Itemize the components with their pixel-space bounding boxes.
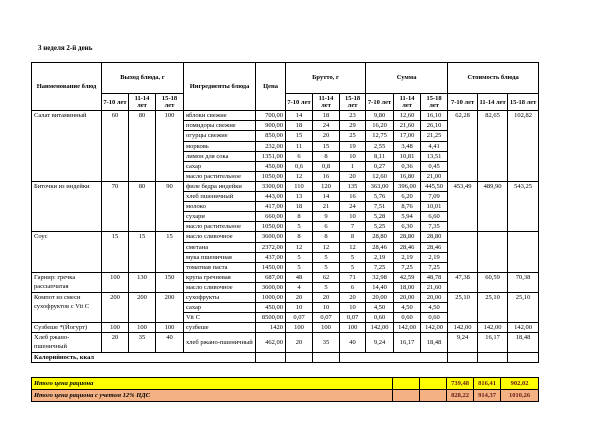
totals-label: Итого цена рациона bbox=[32, 377, 393, 389]
brutto-15-18: 16 bbox=[340, 192, 366, 202]
ingredient-name: яблоки свежие bbox=[184, 111, 256, 121]
cost-value bbox=[448, 232, 478, 272]
price-value: 3300,00 bbox=[256, 181, 286, 191]
summa-15-18: 48,78 bbox=[421, 272, 448, 282]
brutto-7-10: 14 bbox=[286, 111, 313, 121]
summa-15-18: 7,35 bbox=[421, 222, 448, 232]
price-value: 1351,00 bbox=[256, 151, 286, 161]
age-group-header: 7-10 лет bbox=[286, 94, 313, 111]
calories-empty-cell bbox=[340, 352, 448, 362]
vyhod-value: 200 bbox=[129, 292, 156, 322]
ingredient-name: хлеб пшеничный bbox=[184, 192, 256, 202]
summa-7-10: 5,25 bbox=[366, 222, 394, 232]
vyhod-value: 40 bbox=[156, 333, 184, 352]
ingredient-name: лимон для сока bbox=[184, 151, 256, 161]
summa-11-14: 7,25 bbox=[394, 262, 421, 272]
total-value: 914,37 bbox=[474, 389, 501, 401]
price-value: 443,00 bbox=[256, 192, 286, 202]
totals-empty-cell bbox=[420, 389, 447, 401]
summa-7-10: 4,50 bbox=[366, 303, 394, 313]
brutto-7-10: 13 bbox=[286, 192, 313, 202]
brutto-11-14: 9 bbox=[313, 212, 340, 222]
ingredient-name: масло сливочное bbox=[184, 232, 256, 242]
brutto-15-18: 20 bbox=[340, 171, 366, 181]
age-group-header: 11-14 лет bbox=[394, 94, 421, 111]
ingredient-name: мука пшеничная bbox=[184, 252, 256, 262]
col-header-vyhod: Выход блюда, г bbox=[102, 63, 184, 94]
brutto-15-18: 0,07 bbox=[340, 313, 366, 323]
price-value: 462,00 bbox=[256, 333, 286, 352]
price-value: 450,00 bbox=[256, 303, 286, 313]
summa-15-18: 21,60 bbox=[421, 282, 448, 292]
cost-value bbox=[508, 232, 539, 272]
price-value: 1420 bbox=[256, 323, 286, 333]
brutto-7-10: 20 bbox=[286, 333, 313, 352]
brutto-11-14: 20 bbox=[313, 131, 340, 141]
vyhod-value: 150 bbox=[156, 272, 184, 292]
dish-name: Хлеб ржано-пшеничный bbox=[32, 333, 102, 352]
cost-value: 25,10 bbox=[508, 292, 539, 322]
vyhod-value: 90 bbox=[156, 181, 184, 231]
vyhod-value: 100 bbox=[129, 323, 156, 333]
price-value: 1450,00 bbox=[256, 262, 286, 272]
ingredient-row bbox=[32, 181, 539, 191]
summa-15-18: 20,00 bbox=[421, 292, 448, 302]
price-value: 450,00 bbox=[256, 161, 286, 171]
cost-value: 543,25 bbox=[508, 181, 539, 231]
summa-7-10: 28,46 bbox=[366, 242, 394, 252]
ingredient-row bbox=[32, 272, 539, 282]
brutto-15-18: 5 bbox=[340, 252, 366, 262]
dish-name: Гарнир: гречка рассыпчатая bbox=[32, 272, 102, 292]
calories-empty-cell bbox=[478, 352, 508, 362]
summa-11-14: 6,30 bbox=[394, 222, 421, 232]
summa-11-14: 396,00 bbox=[394, 181, 421, 191]
ingredient-name: крупа гречневая bbox=[184, 272, 256, 282]
age-group-header: 7-10 лет bbox=[366, 94, 394, 111]
totals-label: Итого цена рациона с учетом 12% НДС bbox=[32, 389, 393, 401]
brutto-7-10: 0,07 bbox=[286, 313, 313, 323]
summa-7-10: 28,80 bbox=[366, 232, 394, 242]
brutto-11-14: 18 bbox=[313, 111, 340, 121]
calories-label: Калорийность, ккал bbox=[32, 352, 256, 362]
brutto-11-14: 5 bbox=[313, 262, 340, 272]
summa-7-10: 5,76 bbox=[366, 192, 394, 202]
brutto-11-14: 20 bbox=[313, 292, 340, 302]
brutto-15-18: 135 bbox=[340, 181, 366, 191]
summa-11-14: 0,60 bbox=[394, 313, 421, 323]
brutto-11-14: 10 bbox=[313, 303, 340, 313]
summa-11-14: 6,20 bbox=[394, 192, 421, 202]
cost-value: 25,10 bbox=[448, 292, 478, 322]
col-header-dish: Наименование блюд bbox=[32, 63, 102, 111]
price-value: 850,00 bbox=[256, 131, 286, 141]
col-header-price: Цена bbox=[256, 63, 286, 111]
brutto-7-10: 11 bbox=[286, 141, 313, 151]
price-value: 1050,00 bbox=[256, 222, 286, 232]
tables-wrap bbox=[31, 62, 539, 402]
summa-15-18: 21,00 bbox=[421, 171, 448, 181]
cost-value: 453,49 bbox=[448, 181, 478, 231]
ingredient-name: сухари bbox=[184, 212, 256, 222]
ingredient-name: сахар bbox=[184, 303, 256, 313]
summa-7-10: 363,00 bbox=[366, 181, 394, 191]
brutto-15-18: 10 bbox=[340, 151, 366, 161]
ingredient-name: масло растительное bbox=[184, 171, 256, 181]
brutto-11-14: 120 bbox=[313, 181, 340, 191]
age-group-header: 7-10 лет bbox=[448, 94, 478, 111]
cost-value: 489,90 bbox=[478, 181, 508, 231]
summa-15-18: 142,00 bbox=[421, 323, 448, 333]
summa-11-14: 0,36 bbox=[394, 161, 421, 171]
summa-11-14: 28,80 bbox=[394, 232, 421, 242]
price-value: 3600,00 bbox=[256, 282, 286, 292]
brutto-15-18: 100 bbox=[340, 323, 366, 333]
brutto-11-14: 24 bbox=[313, 121, 340, 131]
brutto-7-10: 5 bbox=[286, 252, 313, 262]
brutto-15-18: 71 bbox=[340, 272, 366, 282]
dish-name: Биточки из индейки bbox=[32, 181, 102, 231]
brutto-11-14: 0,8 bbox=[313, 161, 340, 171]
vyhod-value: 15 bbox=[102, 232, 129, 272]
brutto-11-14: 100 bbox=[313, 323, 340, 333]
age-group-header: 15-18 лет bbox=[156, 94, 184, 111]
ingredient-name: морковь bbox=[184, 141, 256, 151]
brutto-7-10: 18 bbox=[286, 121, 313, 131]
summa-7-10: 9,80 bbox=[366, 111, 394, 121]
brutto-11-14: 8 bbox=[313, 151, 340, 161]
vyhod-value: 15 bbox=[129, 232, 156, 272]
summa-7-10: 5,28 bbox=[366, 212, 394, 222]
summa-7-10: 20,00 bbox=[366, 292, 394, 302]
vyhod-value: 100 bbox=[156, 323, 184, 333]
summa-11-14: 42,59 bbox=[394, 272, 421, 282]
cost-value: 60,59 bbox=[478, 272, 508, 292]
col-header-ingredients: Ингредиенты блюда bbox=[184, 63, 256, 111]
summa-15-18: 0,60 bbox=[421, 313, 448, 323]
brutto-7-10: 48 bbox=[286, 272, 313, 282]
vyhod-value: 15 bbox=[156, 232, 184, 272]
summa-15-18: 0,45 bbox=[421, 161, 448, 171]
cost-value: 142,00 bbox=[448, 323, 478, 333]
brutto-11-14: 12 bbox=[313, 242, 340, 252]
price-value: 1050,00 bbox=[256, 171, 286, 181]
brutto-7-10: 0,6 bbox=[286, 161, 313, 171]
summa-11-14: 16,17 bbox=[394, 333, 421, 352]
vyhod-value: 20 bbox=[102, 333, 129, 352]
age-group-header: 11-14 лет bbox=[313, 94, 340, 111]
summa-7-10: 2,19 bbox=[366, 252, 394, 262]
totals-row bbox=[32, 389, 539, 401]
brutto-7-10: 6 bbox=[286, 151, 313, 161]
brutto-11-14: 62 bbox=[313, 272, 340, 282]
brutto-11-14: 5 bbox=[313, 282, 340, 292]
price-value: 417,00 bbox=[256, 202, 286, 212]
brutto-7-10: 4 bbox=[286, 282, 313, 292]
summa-7-10: 7,25 bbox=[366, 262, 394, 272]
price-value: 900,00 bbox=[256, 121, 286, 131]
summa-11-14: 16,80 bbox=[394, 171, 421, 181]
brutto-7-10: 8 bbox=[286, 212, 313, 222]
brutto-7-10: 10 bbox=[286, 303, 313, 313]
totals-empty-cell bbox=[393, 389, 420, 401]
ingredient-row bbox=[32, 333, 539, 352]
summa-7-10: 12,60 bbox=[366, 171, 394, 181]
col-header-cost: Стоимость блюда bbox=[448, 63, 539, 94]
ingredient-name: сахар bbox=[184, 161, 256, 171]
cost-value: 102,82 bbox=[508, 111, 539, 182]
summa-7-10: 0,27 bbox=[366, 161, 394, 171]
totals-table bbox=[31, 377, 539, 402]
cost-value: 47,38 bbox=[448, 272, 478, 292]
brutto-15-18: 6 bbox=[340, 282, 366, 292]
totals-row bbox=[32, 377, 539, 389]
price-value: 8500,00 bbox=[256, 313, 286, 323]
vyhod-value: 80 bbox=[129, 181, 156, 231]
summa-7-10: 9,24 bbox=[366, 333, 394, 352]
summa-11-14: 28,46 bbox=[394, 242, 421, 252]
summa-11-14: 12,60 bbox=[394, 111, 421, 121]
totals-empty-cell bbox=[420, 377, 447, 389]
ingredient-name: хлеб ржано-пшеничный bbox=[184, 333, 256, 352]
summa-15-18: 7,25 bbox=[421, 262, 448, 272]
ingredient-name: томатная паста bbox=[184, 262, 256, 272]
age-group-header: 15-18 лет bbox=[421, 94, 448, 111]
brutto-7-10: 8 bbox=[286, 232, 313, 242]
cost-value: 82,65 bbox=[478, 111, 508, 182]
summa-7-10: 12,75 bbox=[366, 131, 394, 141]
brutto-15-18: 8 bbox=[340, 232, 366, 242]
brutto-11-14: 21 bbox=[313, 202, 340, 212]
calories-empty-cell bbox=[286, 352, 313, 362]
ingredient-name: сухофрукты bbox=[184, 292, 256, 302]
brutto-11-14: 16 bbox=[313, 171, 340, 181]
price-value: 700,00 bbox=[256, 111, 286, 121]
summa-15-18: 4,50 bbox=[421, 303, 448, 313]
cost-value: 70,38 bbox=[508, 272, 539, 292]
cost-value: 18,48 bbox=[508, 333, 539, 352]
summa-7-10: 16,20 bbox=[366, 121, 394, 131]
summa-15-18: 2,19 bbox=[421, 252, 448, 262]
summa-11-14: 20,00 bbox=[394, 292, 421, 302]
summa-15-18: 28,80 bbox=[421, 232, 448, 242]
ingredient-name: масло растительное bbox=[184, 222, 256, 232]
summa-11-14: 2,19 bbox=[394, 252, 421, 262]
dish-name: Соус bbox=[32, 232, 102, 272]
summa-7-10: 32,98 bbox=[366, 272, 394, 282]
brutto-11-14: 6 bbox=[313, 222, 340, 232]
ingredient-row bbox=[32, 292, 539, 302]
brutto-7-10: 5 bbox=[286, 222, 313, 232]
brutto-15-18: 19 bbox=[340, 141, 366, 151]
price-value: 687,00 bbox=[256, 272, 286, 282]
summa-15-18: 10,01 bbox=[421, 202, 448, 212]
dish-name: Компот из смеси сухофруктов с Vit C bbox=[32, 292, 102, 322]
brutto-7-10: 12 bbox=[286, 171, 313, 181]
summa-15-18: 21,25 bbox=[421, 131, 448, 141]
ingredient-name: Vit C bbox=[184, 313, 256, 323]
cost-value: 142,00 bbox=[478, 323, 508, 333]
brutto-15-18: 1 bbox=[340, 161, 366, 171]
ingredient-row bbox=[32, 111, 539, 121]
brutto-15-18: 10 bbox=[340, 212, 366, 222]
cost-value: 16,17 bbox=[478, 333, 508, 352]
col-header-summa: Сумма bbox=[366, 63, 448, 94]
summa-7-10: 14,40 bbox=[366, 282, 394, 292]
brutto-11-14: 5 bbox=[313, 252, 340, 262]
cost-value: 9,24 bbox=[448, 333, 478, 352]
age-group-header: 11-14 лет bbox=[129, 94, 156, 111]
brutto-7-10: 110 bbox=[286, 181, 313, 191]
brutto-15-18: 29 bbox=[340, 121, 366, 131]
vyhod-value: 35 bbox=[129, 333, 156, 352]
dish-name: Сузбеше *(Йогурт) bbox=[32, 323, 102, 333]
ingredient-name: помидоры свежие bbox=[184, 121, 256, 131]
price-value: 232,00 bbox=[256, 141, 286, 151]
brutto-15-18: 40 bbox=[340, 333, 366, 352]
summa-11-14: 4,50 bbox=[394, 303, 421, 313]
brutto-15-18: 24 bbox=[340, 202, 366, 212]
vyhod-value: 60 bbox=[102, 111, 129, 182]
brutto-7-10: 18 bbox=[286, 202, 313, 212]
ingredient-name: масло сливочное bbox=[184, 282, 256, 292]
vyhod-value: 200 bbox=[156, 292, 184, 322]
ingredient-name: огурцы свежие bbox=[184, 131, 256, 141]
calories-empty-cell bbox=[313, 352, 340, 362]
vyhod-value: 100 bbox=[156, 111, 184, 182]
vyhod-value: 100 bbox=[102, 323, 129, 333]
calories-empty-cell bbox=[256, 352, 286, 362]
summa-11-14: 18,00 bbox=[394, 282, 421, 292]
menu-table bbox=[31, 62, 539, 363]
age-group-header: 11-14 лет bbox=[478, 94, 508, 111]
doc-title: 3 неделя 2-й день bbox=[38, 44, 93, 52]
vyhod-value: 130 bbox=[129, 272, 156, 292]
summa-11-14: 10,81 bbox=[394, 151, 421, 161]
brutto-11-14: 14 bbox=[313, 192, 340, 202]
brutto-7-10: 20 bbox=[286, 292, 313, 302]
summa-7-10: 142,00 bbox=[366, 323, 394, 333]
brutto-15-18: 23 bbox=[340, 111, 366, 121]
price-value: 660,00 bbox=[256, 212, 286, 222]
cost-value: 142,00 bbox=[508, 323, 539, 333]
vyhod-value: 80 bbox=[129, 111, 156, 182]
summa-15-18: 4,41 bbox=[421, 141, 448, 151]
summa-15-18: 26,10 bbox=[421, 121, 448, 131]
ingredient-name: сузбеше bbox=[184, 323, 256, 333]
brutto-11-14: 0,07 bbox=[313, 313, 340, 323]
total-value: 739,48 bbox=[447, 377, 474, 389]
cost-value: 25,10 bbox=[478, 292, 508, 322]
summa-15-18: 16,10 bbox=[421, 111, 448, 121]
brutto-15-18: 10 bbox=[340, 303, 366, 313]
brutto-15-18: 20 bbox=[340, 292, 366, 302]
ingredient-row bbox=[32, 232, 539, 242]
calories-empty-cell bbox=[448, 352, 478, 362]
price-value: 437,00 bbox=[256, 252, 286, 262]
cost-value: 62,28 bbox=[448, 111, 478, 182]
brutto-15-18: 12 bbox=[340, 242, 366, 252]
summa-15-18: 6,60 bbox=[421, 212, 448, 222]
vyhod-value: 70 bbox=[102, 181, 129, 231]
brutto-7-10: 5 bbox=[286, 262, 313, 272]
price-value: 1000,00 bbox=[256, 292, 286, 302]
brutto-7-10: 100 bbox=[286, 323, 313, 333]
ingredient-name: филе бедра индейки bbox=[184, 181, 256, 191]
summa-7-10: 7,51 bbox=[366, 202, 394, 212]
summa-7-10: 0,60 bbox=[366, 313, 394, 323]
brutto-7-10: 15 bbox=[286, 131, 313, 141]
totals-empty-cell bbox=[393, 377, 420, 389]
brutto-11-14: 15 bbox=[313, 141, 340, 151]
summa-15-18: 445,50 bbox=[421, 181, 448, 191]
total-value: 1010,26 bbox=[501, 389, 539, 401]
summa-7-10: 2,55 bbox=[366, 141, 394, 151]
summa-15-18: 13,51 bbox=[421, 151, 448, 161]
summa-15-18: 7,09 bbox=[421, 192, 448, 202]
brutto-11-14: 8 bbox=[313, 232, 340, 242]
summa-15-18: 28,46 bbox=[421, 242, 448, 252]
calories-empty-cell bbox=[508, 352, 539, 362]
brutto-15-18: 7 bbox=[340, 222, 366, 232]
total-value: 902,02 bbox=[501, 377, 539, 389]
header-row-groups bbox=[32, 63, 539, 94]
brutto-11-14: 35 bbox=[313, 333, 340, 352]
dish-name: Салат витаминный bbox=[32, 111, 102, 182]
ingredient-name: молоко bbox=[184, 202, 256, 212]
total-value: 828,22 bbox=[447, 389, 474, 401]
summa-11-14: 3,48 bbox=[394, 141, 421, 151]
brutto-15-18: 25 bbox=[340, 131, 366, 141]
cost-value bbox=[478, 232, 508, 272]
price-value: 3600,00 bbox=[256, 232, 286, 242]
ingredient-name: сметана bbox=[184, 242, 256, 252]
calories-row bbox=[32, 352, 539, 362]
age-group-header: 15-18 лет bbox=[340, 94, 366, 111]
age-group-header: 15-18 лет bbox=[508, 94, 539, 111]
header-row-ages bbox=[32, 94, 539, 111]
summa-11-14: 142,00 bbox=[394, 323, 421, 333]
total-value: 816,41 bbox=[474, 377, 501, 389]
summa-11-14: 5,94 bbox=[394, 212, 421, 222]
brutto-7-10: 12 bbox=[286, 242, 313, 252]
ingredient-row bbox=[32, 323, 539, 333]
col-header-brutto: Брутто, г bbox=[286, 63, 366, 94]
vyhod-value: 200 bbox=[102, 292, 129, 322]
summa-15-18: 18,48 bbox=[421, 333, 448, 352]
summa-7-10: 8,11 bbox=[366, 151, 394, 161]
brutto-15-18: 5 bbox=[340, 262, 366, 272]
summa-11-14: 21,60 bbox=[394, 121, 421, 131]
summa-11-14: 8,76 bbox=[394, 202, 421, 212]
summa-11-14: 17,00 bbox=[394, 131, 421, 141]
vyhod-value: 100 bbox=[102, 272, 129, 292]
price-value: 2372,00 bbox=[256, 242, 286, 252]
age-group-header: 7-10 лет bbox=[102, 94, 129, 111]
